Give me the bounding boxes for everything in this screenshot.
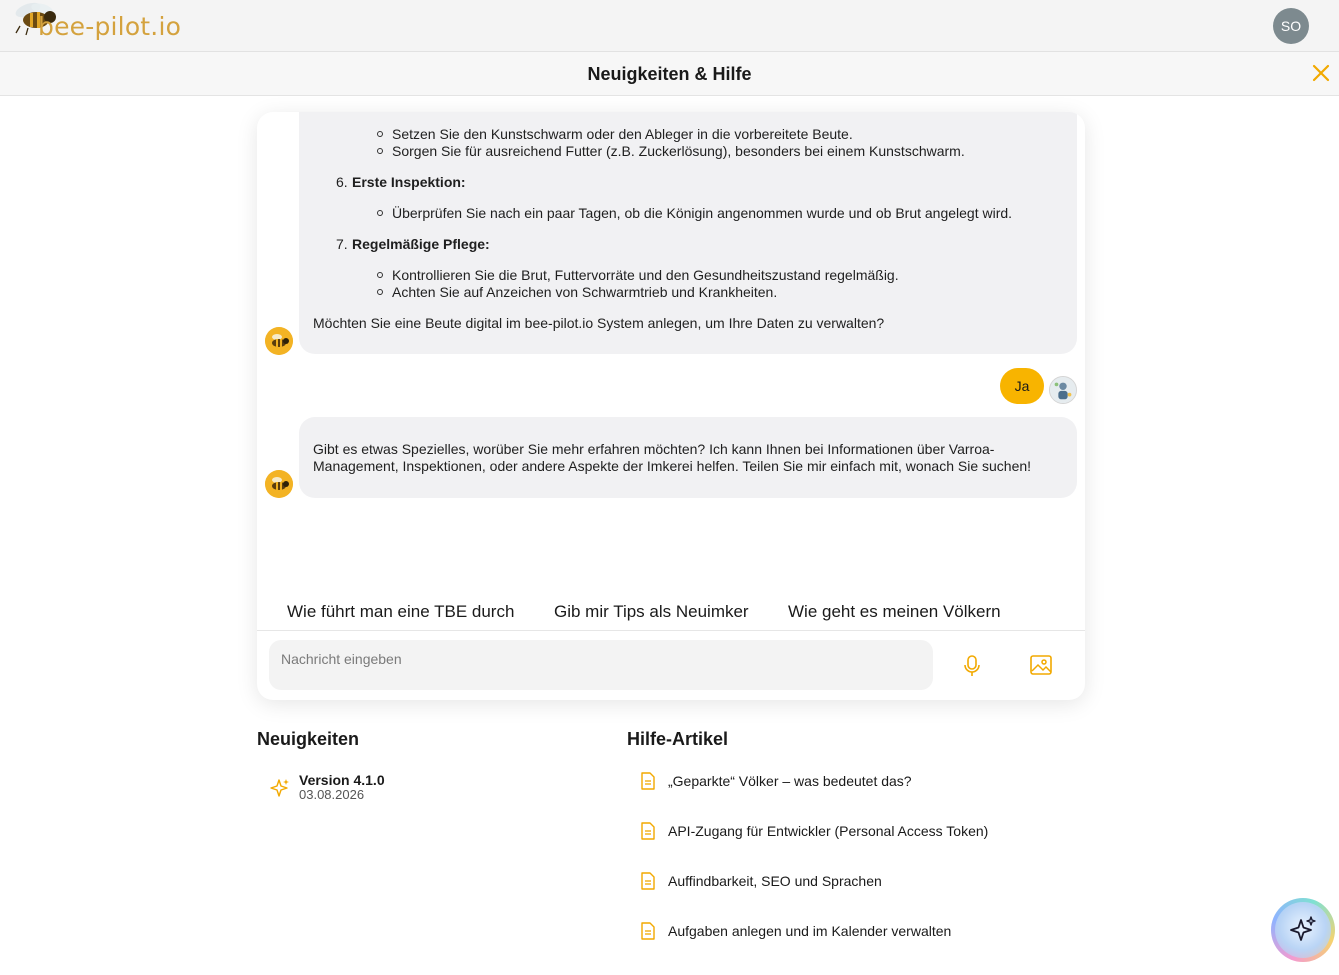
user-avatar[interactable]: SO [1273,8,1309,44]
ai-assistant-icon [1287,914,1319,946]
news-date: 03.08.2026 [299,787,365,802]
list-item: Achten Sie auf Anzeichen von Schwarmtrieb und Krankheiten. [392,284,778,300]
list-bullet [377,131,383,137]
message-input[interactable] [269,640,933,690]
document-icon [640,872,656,890]
message-text: Möchten Sie eine Beute digital im bee-pilot.io System anlegen, um Ihre Daten zu verwalten? [313,315,885,331]
sparkle-icon [268,777,290,799]
step-number: 6. [336,174,348,190]
user-avatar-icon [1049,376,1077,404]
help-article-title: API-Zugang für Entwickler (Personal Access Token) [668,823,989,839]
suggestion-chip[interactable]: Wie führt man eine TBE durch [287,602,515,621]
panel-header [0,52,1339,96]
help-article-link[interactable] [640,771,1060,795]
suggestion-chip[interactable]: Gib mir Tips als Neuimker [554,602,749,621]
list-item: Sorgen Sie für ausreichend Futter (z.B. Zuckerlösung), besonders bei einem Kunstschwarm. [392,143,965,159]
app-logo[interactable] [8,0,188,50]
bot-message [299,417,1077,498]
help-article-link[interactable] [640,821,1060,845]
help-heading: Hilfe-Artikel [627,729,729,749]
microphone-icon[interactable] [961,654,983,678]
list-bullet [377,272,383,278]
list-item: Setzen Sie den Kunstschwarm oder den Ableger in die vorbereitete Beute. [392,126,853,142]
document-icon [640,772,656,790]
bot-message [299,112,1077,354]
help-article-link[interactable] [640,871,1060,895]
news-heading: Neuigkeiten [257,729,360,749]
panel-title: Neuigkeiten & Hilfe [587,64,752,84]
message-text: Gibt es etwas Spezielles, worüber Sie mehr erfahren möchten? Ich kann Ihnen bei Informationen über Varroa- [313,441,995,457]
composer-divider [257,630,1085,631]
message-text: Management, Inspektionen, oder andere Aspekte der Imkerei helfen. Teilen Sie mir einfach mit, wonach Sie suchen! [313,458,1032,474]
document-icon [640,922,656,940]
list-item: Kontrollieren Sie die Brut, Futtervorräte und den Gesundheitszustand regelmäßig. [392,267,899,283]
list-item: Überprüfen Sie nach ein paar Tagen, ob die Königin angenommen wurde und ob Brut angelegt wird. [392,205,1013,221]
user-message: Ja [1000,368,1044,404]
logo-text: bee-pilot.io [38,12,182,41]
image-icon[interactable] [1029,654,1053,676]
list-bullet [377,210,383,216]
bee-avatar-icon [265,327,293,355]
news-item[interactable] [268,772,568,806]
document-icon [640,822,656,840]
list-bullet [377,289,383,295]
bee-avatar-icon [265,470,293,498]
ai-assistant-button[interactable] [1271,898,1335,962]
step-title: Regelmäßige Pflege: [352,236,490,252]
help-article-link[interactable] [640,921,1060,945]
top-bar [0,0,1339,52]
close-icon[interactable] [1311,63,1331,83]
chat-panel [257,112,1085,700]
step-title: Erste Inspektion: [352,174,466,190]
help-article-title: Auffindbarkeit, SEO und Sprachen [668,873,882,889]
step-number: 7. [336,236,348,252]
help-article-title: Aufgaben anlegen und im Kalender verwalten [668,923,952,939]
news-title: Version 4.1.0 [299,772,385,788]
suggestion-chip[interactable]: Wie geht es meinen Völkern [788,602,1001,621]
list-bullet [377,148,383,154]
help-article-title: „Geparkte“ Völker – was bedeutet das? [668,773,912,789]
